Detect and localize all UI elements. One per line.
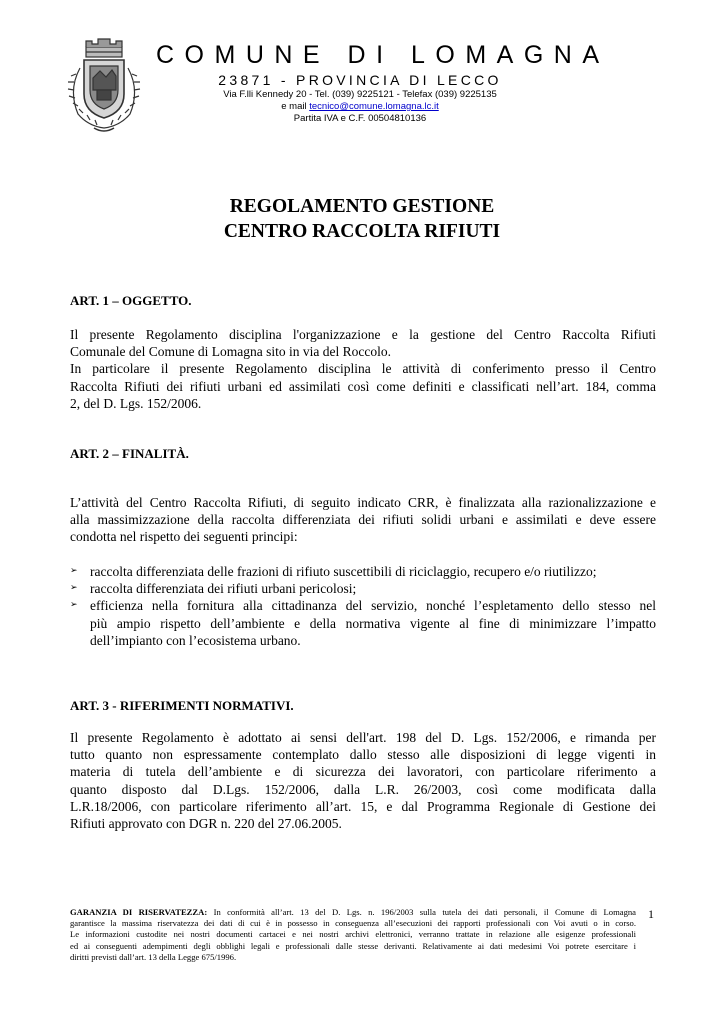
bullet-line: più ampio rispetto dell’ambiente e della normativa vigente al fine di minimizzare l’impatto (90, 615, 656, 631)
municipality-vat: Partita IVA e C.F. 00504810136 (293, 113, 427, 124)
footer-line (70, 907, 636, 918)
bullet-line: dell’impianto con l’ecosistema urbano. (90, 632, 301, 648)
art1-line: 2, del D. Lgs. 152/2006. (70, 395, 202, 411)
art1-line: In particolare il presente Regolamento disciplina le attività di conferimento presso il Centro (70, 361, 656, 377)
art3-line: materia di tutela dell’ambiente e di sicurezza dei lavoratori, con particolare riferimento a (70, 764, 656, 780)
letterhead (150, 40, 610, 125)
art3-paragraph (70, 729, 656, 832)
document-title-line-2: CENTRO RACCOLTA RIFIUTI (223, 221, 501, 242)
bullet-line: efficienza nella fornitura alla cittadinanza del servizio, nonché l’espletamento dello stesso nel (90, 598, 656, 614)
municipal-crest-icon (62, 38, 146, 134)
footer-label: GARANZIA DI RISERVATEZZA: (70, 907, 208, 917)
arrow-bullet-icon: ➢ (70, 583, 78, 594)
art1-line: Comunale del Comune di Lomagna sito in via del Roccolo. (70, 344, 391, 360)
footer-line: diritti previsti dall’art. 13 della Legge 675/1996. (70, 951, 237, 962)
list-item (70, 597, 656, 649)
document-title-line-1: REGOLAMENTO GESTIONE (229, 196, 495, 217)
art3-line: L.R.18/2006, con particolare riferimento all’art. 15, e dal Programma Regionale di Gestione dei (70, 798, 656, 814)
art3-line: tutto quanto non espressamente contemplato dallo stesso alle disposizioni di legge vigenti in (70, 747, 656, 763)
art3-line: Rifiuti approvato con DGR n. 220 del 27.06.2005. (70, 816, 342, 832)
footer-line: Le informazioni custodite nei nostri documenti cartacei e nei nostri archivi elettronici, verranno trattate in relazione alle esigenze professionali (70, 929, 636, 940)
art2-heading: ART. 2 – FINALITÀ. (70, 446, 189, 461)
art1-line: Raccolta Rifiuti dei rifiuti urbani ed assimilati così come definiti e classificati nell’art. 184, comma (70, 378, 656, 394)
arrow-bullet-icon: ➢ (70, 600, 78, 611)
page-number: 1 (648, 907, 654, 921)
art2-paragraph (70, 494, 656, 546)
email-prefix: e mail (281, 101, 310, 112)
municipality-email-line (150, 101, 570, 113)
art1-heading: ART. 1 – OGGETTO. (70, 293, 192, 308)
municipality-name: COMUNE DI LOMAGNA (156, 41, 610, 69)
footer-line: garantisce la massima riservatezza dei dati di cui è in possesso in conseguenza all’esecuzioni dei rapporti professionali con Voi avuti o in corso. (70, 918, 636, 929)
art2-line: L’attività del Centro Raccolta Rifiuti, di seguito indicato CRR, è finalizzata alla razionalizzazione e (70, 495, 656, 510)
bullet-line: raccolta differenziata dei rifiuti urbani pericolosi; (90, 581, 357, 597)
bullet-line: raccolta differenziata delle frazioni di rifiuto suscettibili di riciclaggio, recupero e/o riutilizzo; (90, 564, 597, 579)
arrow-bullet-icon: ➢ (70, 566, 78, 576)
art1-line: Il presente Regolamento disciplina l'organizzazione e la gestione del Centro Raccolta Rifiuti (70, 327, 656, 342)
art3-line: Il presente Regolamento è adottato ai sensi dell'art. 198 del D. Lgs. 152/2006, e rimanda per (70, 730, 656, 745)
privacy-footer (70, 907, 636, 963)
art1-paragraph (70, 326, 656, 412)
list-item (70, 563, 656, 580)
email-link[interactable]: tecnico@comune.lomagna.lc.it (309, 101, 439, 112)
footer-line: ed ai conseguenti adempimenti degli obblighi legali e professionali dalle stesse derivanti. Relativamente ai dati medesimi Voi potrete esercitare i (70, 940, 636, 951)
art2-line: condotta nel rispetto dei seguenti principi: (70, 529, 298, 545)
municipality-address: Via F.lli Kennedy 20 - Tel. (039) 9225121 - Telefax (039) 9225135 (223, 89, 497, 100)
art3-line: quanto disposto dal D.Lgs. 152/2006, dalla L.R. 26/2003, così come modificata dalla (70, 781, 656, 797)
document-title (0, 194, 724, 244)
art2-line: alla massimizzazione della raccolta differenziata dei rifiuti solidi urbani e assimilati e deve essere (70, 512, 656, 528)
list-item (70, 580, 656, 597)
footer-line-rest: In conformità all’art. 13 del D. Lgs. n. 196/2003 sulla tutela dei dati personali, il Comune di Lomagna (207, 907, 636, 917)
municipality-province: 23871 - PROVINCIA DI LECCO (218, 72, 502, 88)
art3-heading: ART. 3 - RIFERIMENTI NORMATIVI. (70, 698, 294, 713)
art2-bullet-list (70, 563, 656, 649)
